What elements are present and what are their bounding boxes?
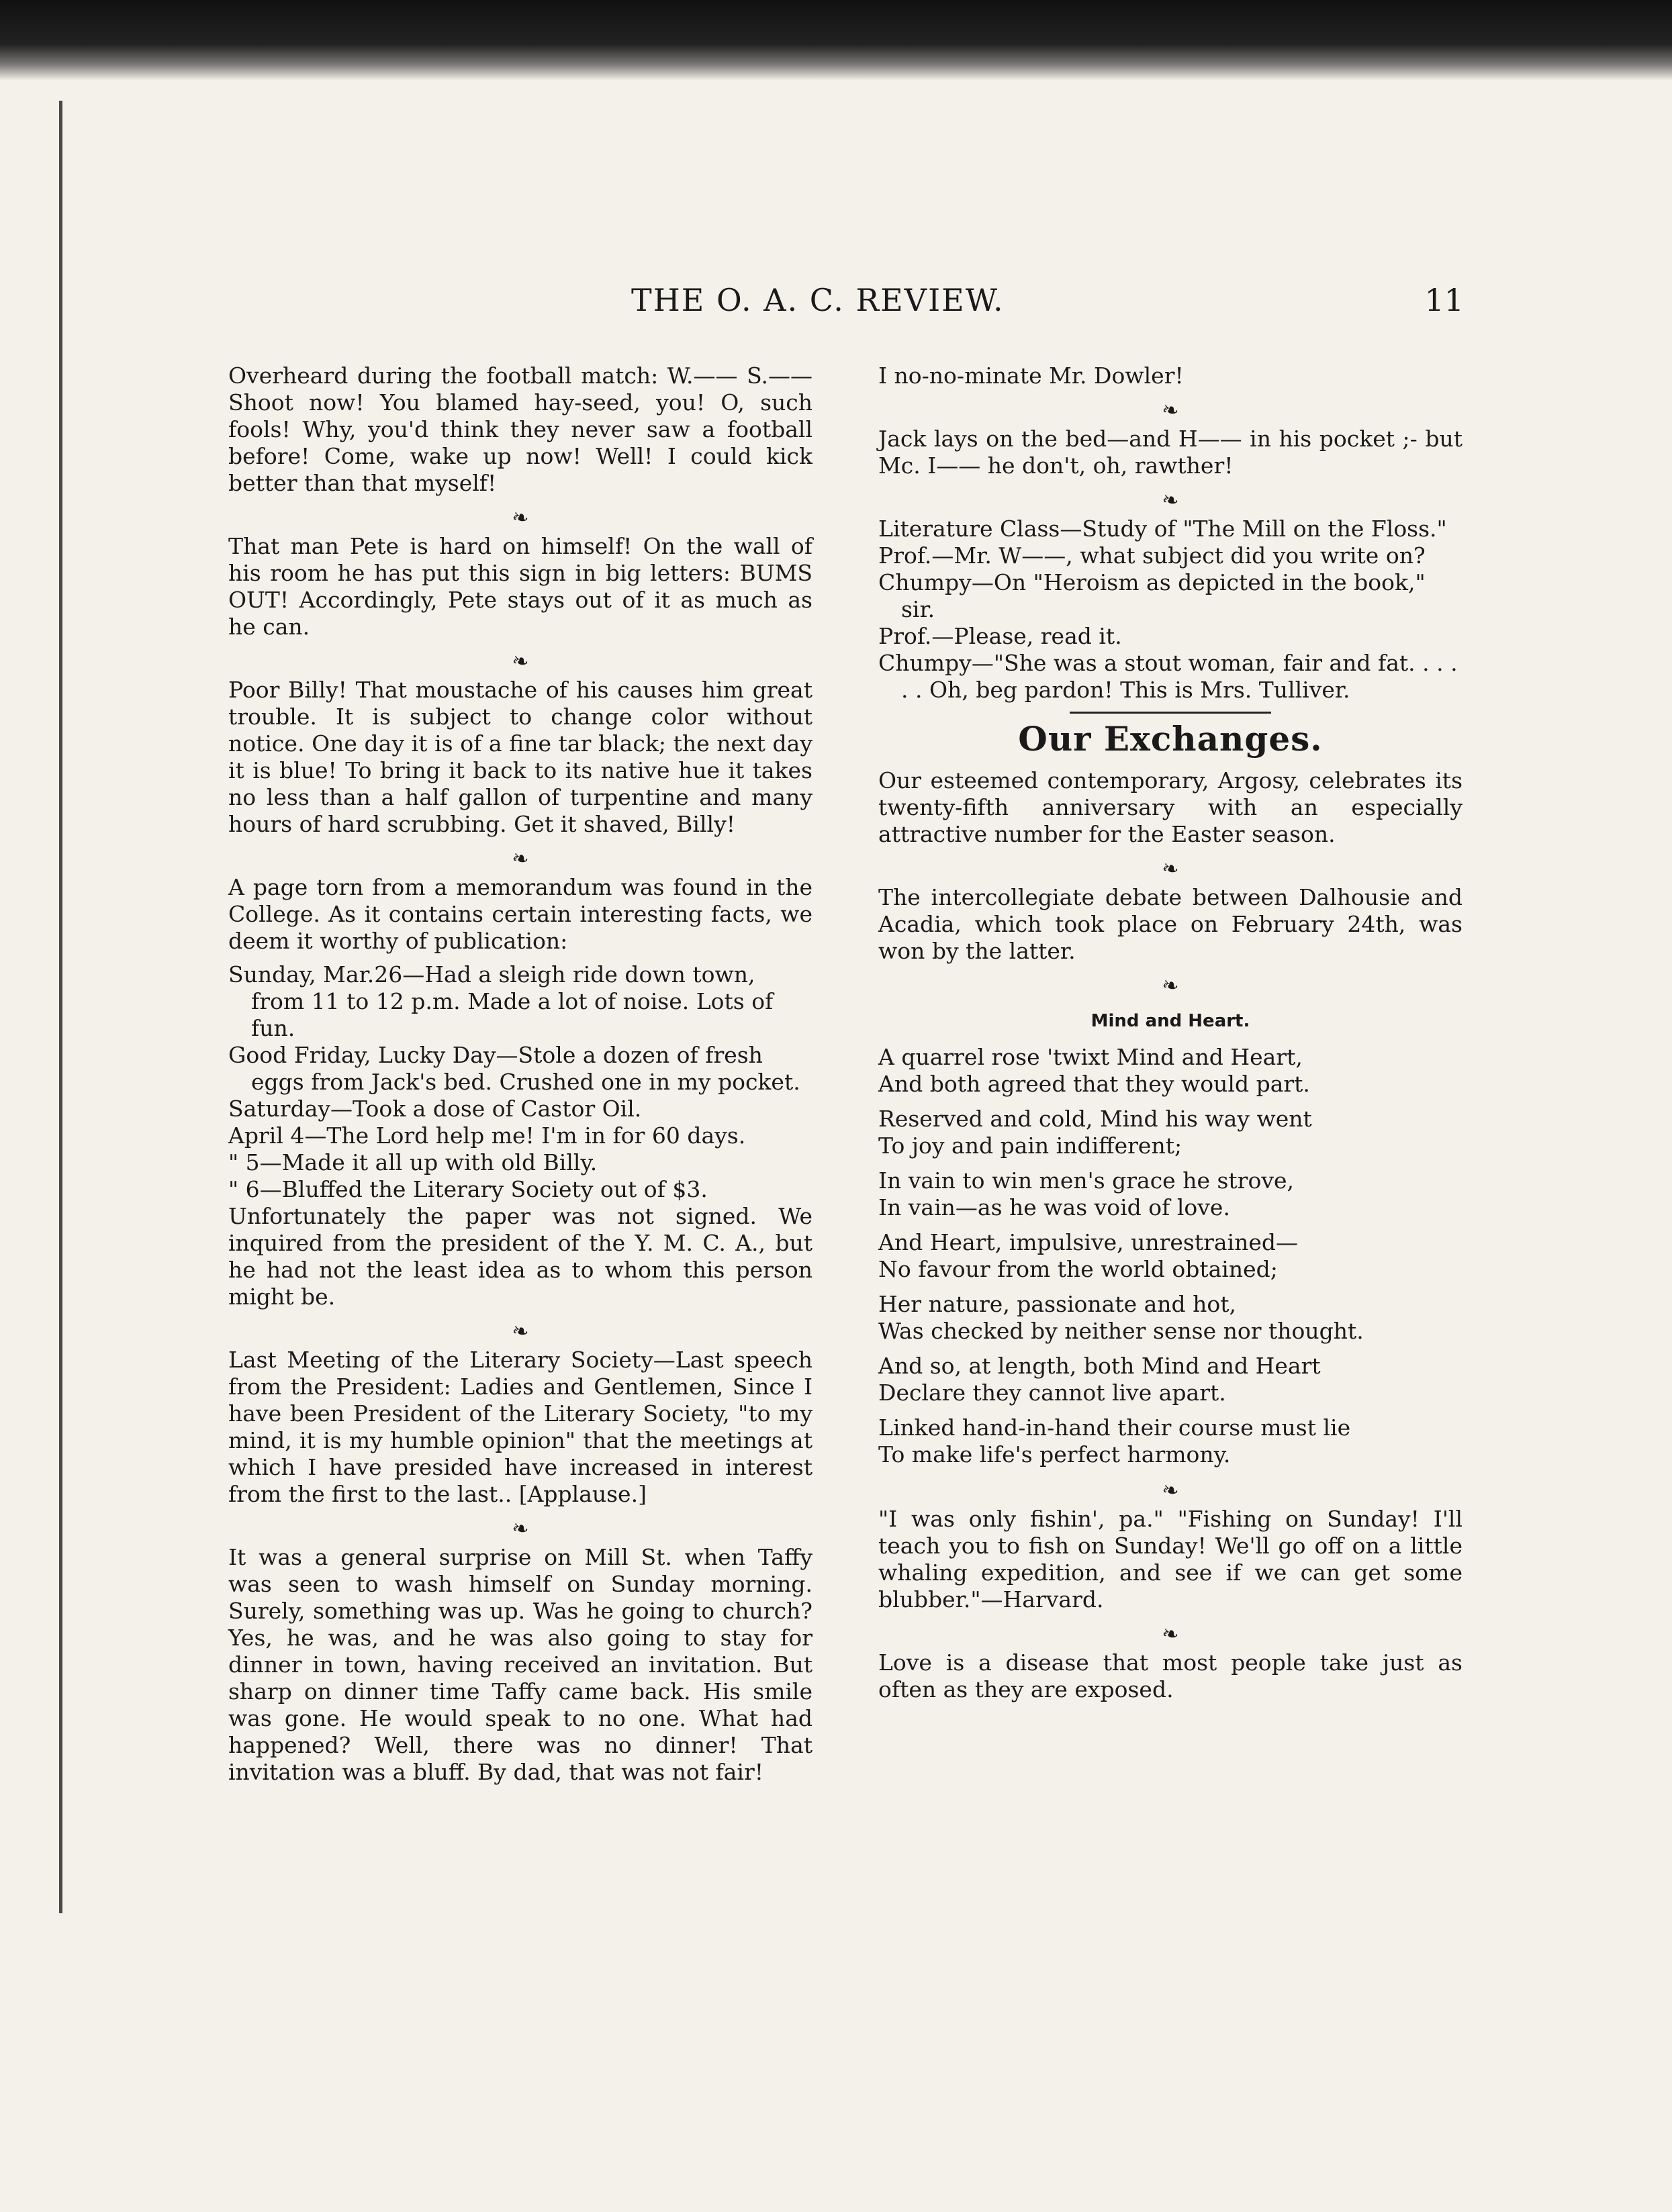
diary-entry: April 4—The Lord help me! I'm in for 60 days. <box>228 1122 746 1149</box>
poem-line: In vain—as he was void of love. <box>878 1194 1230 1220</box>
paragraph-pete: That man Pete is hard on himself! On the wall of his room he has put this sign in big letters: BUMS OUT! Accordingly, Pete stays out of it as much as he can. <box>228 533 812 640</box>
poem-line: Was checked by neither sense nor thought. <box>878 1318 1364 1344</box>
section-divider <box>1070 712 1271 714</box>
poem-line: In vain to win men's grace he strove, <box>878 1167 1294 1194</box>
scan-top-edge <box>0 0 1672 81</box>
paragraph-football: Overheard during the football match: W.—— S.——Shoot now! You blamed hay-seed, you! O, such fools! Why, you'd think they never saw a football before! Come, wake up now! Well! I could kick better than that myself! <box>228 363 812 496</box>
poem-line: And Heart, impulsive, unrestrained— <box>878 1229 1299 1255</box>
separator-icon: ❧ <box>510 648 531 675</box>
poem-stanza <box>878 1229 1462 1283</box>
poem-stanza <box>878 1167 1462 1221</box>
poem-stanza <box>878 1044 1462 1098</box>
poem-line: Her nature, passionate and hot, <box>878 1291 1237 1317</box>
separator-icon: ❧ <box>1160 973 1181 999</box>
poem-stanza <box>878 1106 1462 1159</box>
poem-line: Declare they cannot live apart. <box>878 1380 1226 1406</box>
paragraph-argosy: Our esteemed contemporary, Argosy, celebrates its twenty-fifth anniversary with an especially attractive number for the Easter season. <box>878 767 1462 847</box>
page-title: THE O. A. C. REVIEW. <box>631 282 1005 318</box>
poem-line: To joy and pain indifferent; <box>878 1133 1182 1159</box>
poem-stanza <box>878 1291 1462 1345</box>
poem-line: No favour from the world obtained; <box>878 1256 1278 1282</box>
poem-line: And both agreed that they would part. <box>878 1071 1310 1097</box>
page-number: 11 <box>1424 282 1464 318</box>
poem-line: Reserved and cold, Mind his way went <box>878 1106 1312 1132</box>
diary-entry: Good Friday, Lucky Day—Stole a dozen of fresh eggs from Jack's bed. Crushed one in my pocket. <box>228 1042 800 1095</box>
poem-line: Linked hand-in-hand their course must lie <box>878 1414 1351 1441</box>
dialogue-line: Chumpy—"She was a stout woman, fair and fat. . . . . . Oh, beg pardon! This is Mrs. Tulliver. <box>878 650 1458 703</box>
separator-icon: ❧ <box>510 1318 531 1345</box>
separator-icon: ❧ <box>510 846 531 872</box>
paragraph-taffy: It was a general surprise on Mill St. when Taffy was seen to wash himself on Sunday morning. Surely, something was up. Was he going to church? Yes, he was, and he was also going to stay for dinner in town, having received an invitation. But sharp on dinner time Taffy came back. His smile was gone. He would speak to no one. What had happened? Well, there was no dinner! That invitation was a bluff. By dad, that was not fair! <box>228 1544 812 1785</box>
diary-entry: " 6—Bluffed the Literary Society out of $3. <box>228 1176 708 1202</box>
separator-icon: ❧ <box>510 505 531 531</box>
poem-stanza <box>878 1353 1462 1406</box>
separator-icon: ❧ <box>1160 1621 1181 1647</box>
dialogue-line: Prof.—Mr. W——, what subject did you write on? <box>878 542 1426 569</box>
paragraph-dowler: I no-no-minate Mr. Dowler! <box>878 363 1184 389</box>
page-header <box>228 282 1464 329</box>
binding-edge <box>59 101 62 1913</box>
paragraph-unsigned: Unfortunately the paper was not signed. We inquired from the president of the Y. M. C. A., but he had not the least idea as to whom this person might be. <box>228 1203 812 1310</box>
diary-entry: " 5—Made it all up with old Billy. <box>228 1149 598 1175</box>
paragraph-billy: Poor Billy! That moustache of his causes him great trouble. It is subject to change color without notice. One day it is of a fine tar black; the next day it is blue! To bring it back to its native hue it takes no less than a half gallon of turpentine and many hours of hard scrubbing. Get it shaved, Billy! <box>228 677 812 837</box>
paragraph-debate: The intercollegiate debate between Dalhousie and Acadia, which took place on February 24th, was won by the latter. <box>878 884 1462 964</box>
paragraph-memorandum: A page torn from a memorandum was found in the College. As it contains certain interesting facts, we deem it worthy of publication: <box>228 874 812 954</box>
dialogue-line: Prof.—Please, read it. <box>878 623 1122 649</box>
right-column <box>878 363 1462 1710</box>
diary-entry: Sunday, Mar.26—Had a sleigh ride down town, from 11 to 12 p.m. Made a lot of noise. Lots of fun. <box>228 961 774 1041</box>
paragraph-literary-society: Last Meeting of the Literary Society—Last speech from the President: Ladies and Gentlemen, Since I have been President of the Literary Society, "to my mind, it is my humble opinion" that the meetings at which I have presided have increased in interest from the first to the last.. [Applause.] <box>228 1347 812 1507</box>
separator-icon: ❧ <box>1160 856 1181 882</box>
separator-icon: ❧ <box>1160 487 1181 514</box>
poem-line: To make life's perfect harmony. <box>878 1441 1231 1468</box>
paragraph-love: Love is a disease that most people take just as often as they are exposed. <box>878 1649 1462 1702</box>
paragraph-jack: Jack lays on the bed—and H—— in his pocket ;- but Mc. I—— he don't, oh, rawther! <box>878 426 1462 479</box>
dialogue-line: Literature Class—Study of "The Mill on the Floss." <box>878 516 1447 542</box>
poem-line: And so, at length, both Mind and Heart <box>878 1353 1321 1379</box>
left-column <box>228 363 812 1792</box>
poem-title: Mind and Heart. <box>1090 1011 1250 1031</box>
poem-line: A quarrel rose 'twixt Mind and Heart, <box>878 1044 1303 1070</box>
section-heading: Our Exchanges. <box>1018 719 1323 759</box>
paragraph-fishing: "I was only fishin', pa." "Fishing on Sunday! I'll teach you to fish on Sunday! We'll go off on a little whaling expedition, and see if we can get some blubber."—Harvard. <box>878 1506 1462 1613</box>
separator-icon: ❧ <box>510 1516 531 1542</box>
separator-icon: ❧ <box>1160 1478 1181 1504</box>
diary-entry: Saturday—Took a dose of Castor Oil. <box>228 1096 642 1122</box>
separator-icon: ❧ <box>1160 397 1181 424</box>
dialogue-line: Chumpy—On "Heroism as depicted in the book," sir. <box>878 569 1426 622</box>
